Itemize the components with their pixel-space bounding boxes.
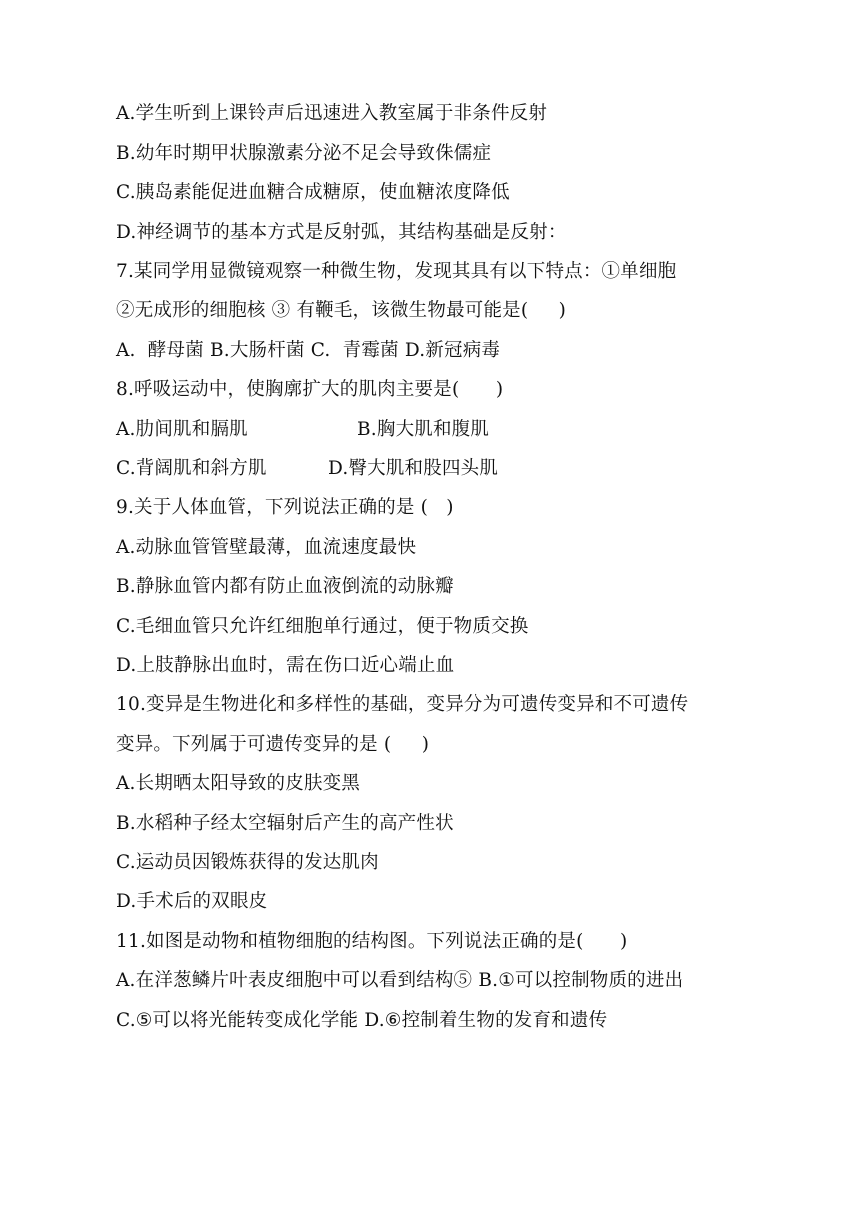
q11-options-line-1: A.在洋葱鳞片叶表皮细胞中可以看到结构⑤ B.①可以控制物质的进出 — [116, 970, 684, 991]
q7-stem-line-1: 7.某同学用显微镜观察一种微生物，发现其具有以下特点：①单细胞 — [116, 261, 677, 282]
q6-option-b: B.幼年时期甲状腺激素分泌不足会导致侏儒症 — [116, 143, 492, 164]
q10-option-c: C.运动员因锻炼获得的发达肌肉 — [116, 852, 379, 873]
q8-option-a: A.肋间肌和膈肌 — [116, 419, 248, 440]
q11-stem: 11.如图是动物和植物细胞的结构图。下列说法正确的是( ) — [116, 931, 628, 952]
q10-stem-line-2: 变异。下列属于可遗传变异的是 ( ) — [116, 734, 430, 755]
q6-option-c: C.胰岛素能促进血糖合成糖原，使血糖浓度降低 — [116, 182, 510, 203]
q8-option-d: D.臀大肌和股四头肌 — [328, 458, 499, 479]
q9-option-b: B.静脉血管内都有防止血液倒流的动脉瓣 — [116, 576, 454, 597]
q7-options: A. 酵母菌 B.大肠杆菌 C. 青霉菌 D.新冠病毒 — [116, 340, 501, 361]
q8-option-b: B.胸大肌和腹肌 — [357, 419, 490, 440]
q10-option-d: D.手术后的双眼皮 — [116, 891, 268, 912]
q9-option-c: C.毛细血管只允许红细胞单行通过，便于物质交换 — [116, 616, 529, 637]
q10-option-a: A.长期晒太阳导致的皮肤变黑 — [116, 773, 361, 794]
q8-stem: 8.呼吸运动中，使胸廓扩大的肌肉主要是( ) — [116, 379, 504, 400]
q10-option-b: B.水稻种子经太空辐射后产生的高产性状 — [116, 813, 454, 834]
q6-option-a: A.学生听到上课铃声后迅速进入教室属于非条件反射 — [116, 103, 548, 124]
q7-stem-line-2: ②无成形的细胞核 ③ 有鞭毛，该微生物最可能是( ) — [116, 300, 567, 321]
q6-option-d: D.神经调节的基本方式是反射弧，其结构基础是反射： — [116, 222, 567, 243]
q9-option-a: A.动脉血管管壁最薄，血流速度最快 — [116, 537, 417, 558]
q11-options-line-2: C.⑤可以将光能转变成化学能 D.⑥控制着生物的发育和遗传 — [116, 1010, 608, 1031]
q9-stem: 9.关于人体血管，下列说法正确的是 ( ) — [116, 497, 454, 518]
q9-option-d: D.上肢静脉出血时，需在伤口近心端止血 — [116, 655, 455, 676]
q10-stem-line-1: 10.变异是生物进化和多样性的基础，变异分为可遗传变异和不可遗传 — [116, 694, 689, 715]
q8-option-c: C.背阔肌和斜方肌 — [116, 458, 267, 479]
